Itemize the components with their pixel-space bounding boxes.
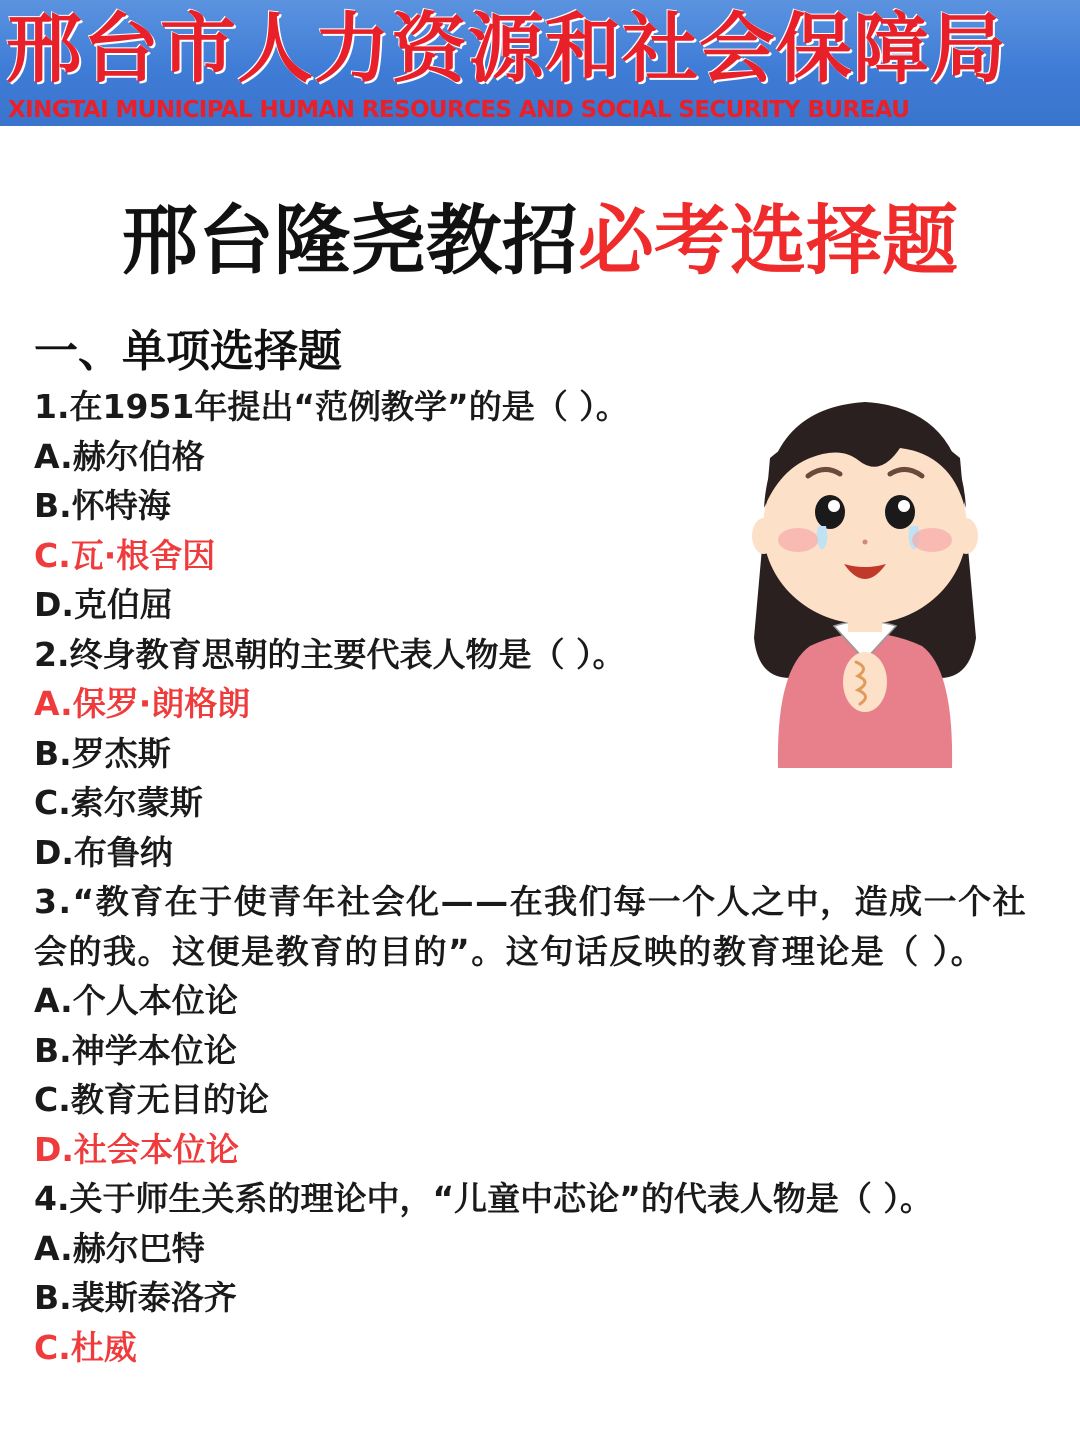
- right-eye: [885, 495, 915, 529]
- question-stem: 4.关于师生关系的理论中，“儿童中芯论”的代表人物是（ ）。: [34, 1179, 933, 1218]
- option: B.罗杰斯: [34, 733, 171, 773]
- option: C.教育无目的论: [34, 1080, 269, 1119]
- right-eye-highlight: [898, 500, 910, 512]
- question-stem: 3.“教育在于使青年社会化——在我们每一个人之中，造成一个社会的我。这便是教育的目的”。这句话反映的教育理论是（ ）。: [34, 882, 1028, 971]
- question-stem: 1.在1951年提出“范例教学”的是（ ）。: [34, 387, 629, 426]
- question-stem: 2.终身教育思朝的主要代表人物是（ ）。: [34, 634, 626, 674]
- left-eye-highlight: [828, 500, 840, 512]
- option: A.赫尔伯格: [34, 436, 205, 476]
- page-title: [0, 196, 1080, 286]
- option: B.裴斯泰洛齐: [34, 1278, 237, 1317]
- option: D.克伯屈: [34, 585, 173, 624]
- option-answer: A.保罗·朗格朗: [34, 684, 251, 723]
- option: B.怀特海: [34, 486, 171, 525]
- header-banner: [0, 0, 1080, 126]
- option: A.个人本位论: [34, 981, 238, 1020]
- option-answer: C.瓦·根舍因: [34, 535, 216, 575]
- option: A.赫尔巴特: [34, 1228, 205, 1268]
- option-answer: D.社会本位论: [34, 1129, 239, 1169]
- org-name-english: XINGTAI MUNICIPAL HUMAN RESOURCES AND SOCIAL SECURITY BUREAU: [8, 97, 910, 123]
- option-answer: C.杜威: [34, 1327, 137, 1367]
- page-title-main: 邢台隆尧教招: [122, 196, 578, 285]
- section-heading: 一、单项选择题: [34, 326, 342, 377]
- right-cheek: [912, 528, 952, 552]
- page-title-highlight: 必考选择题: [578, 196, 958, 285]
- left-eye: [815, 495, 845, 529]
- crying-girl-illustration: [740, 388, 990, 768]
- option: C.索尔蒙斯: [34, 783, 203, 822]
- option: D.布鲁纳: [34, 832, 173, 872]
- nose: [863, 540, 868, 545]
- org-name-chinese: 邢台市人力资源和社会保障局: [6, 4, 1007, 93]
- left-cheek: [778, 528, 818, 552]
- option: B.神学本位论: [34, 1030, 237, 1070]
